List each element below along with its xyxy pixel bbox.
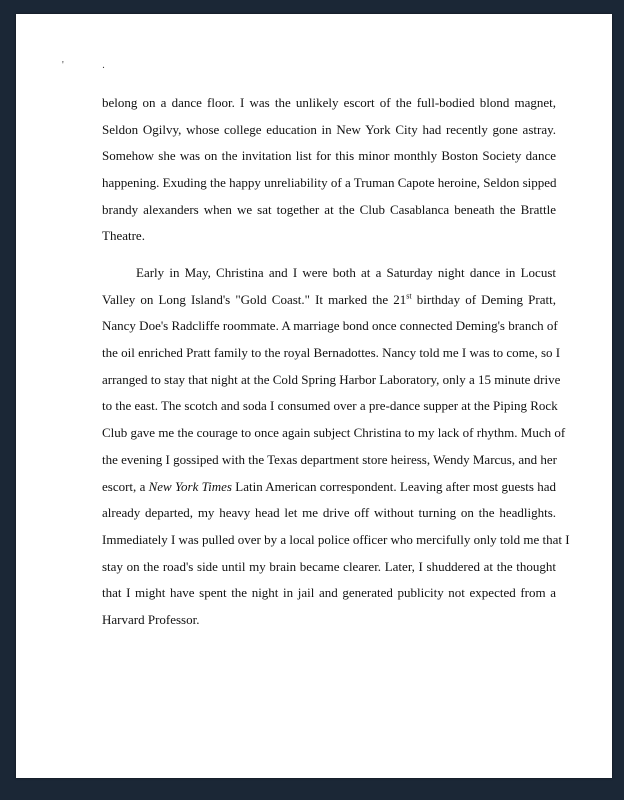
text-line: Immediately I was pulled over by a local police officer who mercifully only told me that I [102, 531, 570, 547]
text-line: that I might have spent the night in jail and generated publicity not expected from a [102, 585, 556, 601]
text-line: Early in May, Christina and I were both at a Saturday night dance in Locust [136, 265, 556, 280]
newspaper-title: New York Times [148, 478, 232, 494]
text-line: Harvard Professor. [102, 611, 200, 627]
page-marks: ' . [62, 60, 123, 71]
text-line: Club gave me the courage to once again subject Christina to my lack of rhythm. Much of [102, 425, 566, 441]
paragraph-2 [102, 260, 570, 634]
text-line: the oil enriched Pratt family to the royal Bernadottes. Nancy told me I was to come, so I [102, 345, 561, 361]
text-line: to the east. The scotch and soda I consumed over a pre-dance supper at the Piping Rock [102, 398, 558, 414]
document-page [16, 14, 612, 778]
text-line: Theatre. [102, 228, 145, 244]
text-segment: escort, a [102, 478, 149, 494]
text-line: arranged to stay that night at the Cold Spring Harbor Laboratory, only a 15 minute drive [102, 371, 561, 387]
ordinal-superscript: st [406, 291, 412, 301]
text-line: happening. Exuding the happy unreliability of a Truman Capote heroine, Seldon sipped [102, 175, 557, 191]
paragraph-1 [102, 90, 556, 250]
text-line-with-italic [102, 474, 556, 501]
text-line-with-superscript [102, 287, 556, 314]
text-segment: Valley on Long Island's "Gold Coast." It marked the 21 [102, 291, 407, 307]
text-line: belong on a dance floor. I was the unlikely escort of the full-bodied blond magnet, [102, 95, 556, 110]
text-line: already departed, my heavy head let me drive off without turning on the headlights. [102, 505, 556, 521]
text-line: Nancy Doe's Radcliffe roommate. A marriage bond once connected Deming's branch of [102, 318, 558, 334]
text-segment: Latin American correspondent. Leaving after most guests had [231, 478, 556, 494]
text-line: brandy alexanders when we sat together at the Club Casablanca beneath the Brattle [102, 201, 556, 217]
text-line: the evening I gossiped with the Texas department store heiress, Wendy Marcus, and her [102, 451, 557, 467]
text-segment: birthday of Deming Pratt, [411, 291, 556, 307]
text-line: Seldon Ogilvy, whose college education in New York City had recently gone astray. [102, 121, 556, 137]
text-line: Somehow she was on the invitation list for this minor monthly Boston Society dance [102, 148, 556, 164]
text-line: stay on the road's side until my brain became clearer. Later, I shuddered at the thought [102, 558, 556, 574]
